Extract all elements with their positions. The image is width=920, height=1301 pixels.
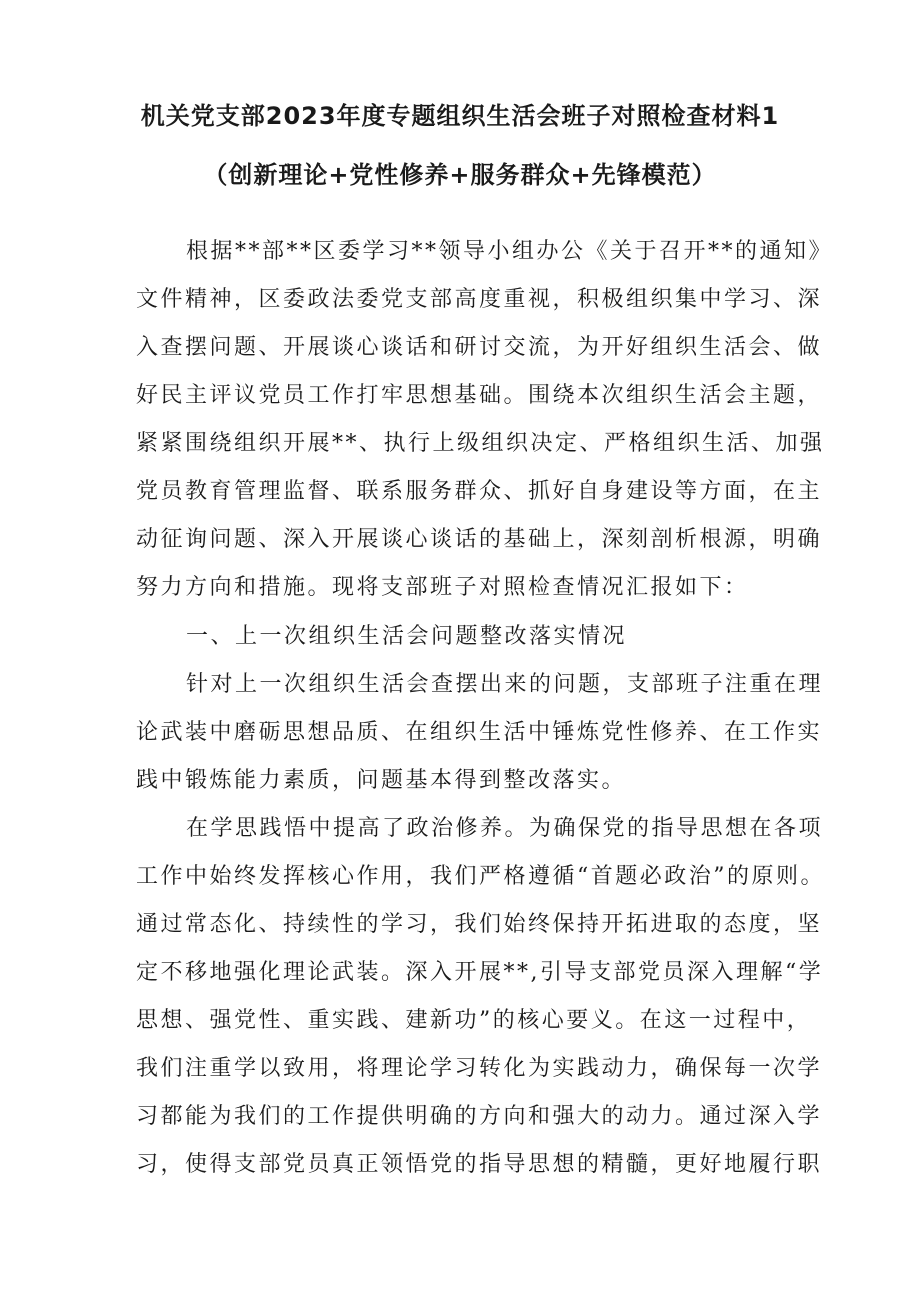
text-line: 根据**部**区委学习**领导小组办公《关于召开**的通知》 [186,239,834,264]
text-line: 习，使得支部党员真正领悟党的指导思想的精髓，更好地履行职 [136,1152,823,1177]
section-heading-text: 一、上一次组织生活会问题整改落实情况 [186,624,628,649]
text-line: 努力方向和措施。现将支部班子对照检查情况汇报如下： [136,575,749,600]
text-line: 我们注重学以致用，将理论学习转化为实践动力，确保每一次学 [136,1056,823,1081]
rectification-paragraph [136,661,824,805]
text-line: 党员教育管理监督、联系服务群众、抓好自身建设等方面，在主 [136,479,823,504]
text-line: 定不移地强化理论武装。深入开展**,引导支部党员深入理解“学 [136,960,824,985]
text-line: 习都能为我们的工作提供明确的方向和强大的动力。通过深入学 [136,1104,823,1129]
document-title: 机关党支部2023年度专题组织生活会班子对照检查材料1 [140,102,780,130]
text-line: 践中锻炼能力素质，问题基本得到整改落实。 [136,768,627,793]
document-subtitle: （创新理论+党性修养+服务群众+先锋模范） [203,161,717,189]
political-cultivation-paragraph [136,805,825,1189]
text-line: 思想、强党性、重实践、建新功”的核心要义。在这一过程中， [136,1008,812,1033]
section-heading [136,613,796,661]
text-line: 文件精神，区委政法委党支部高度重视，积极组织集中学习、深 [136,287,823,312]
text-line: 入查摆问题、开展谈心谈话和研讨交流，为开好组织生活会、做 [136,335,823,360]
text-line: 动征询问题、深入开展谈心谈话的基础上，深刻剖析根源，明确 [136,527,823,552]
text-line: 针对上一次组织生活会查摆出来的问题，支部班子注重在理 [186,672,824,697]
text-line: 好民主评议党员工作打牢思想基础。围绕本次组织生活会主题， [136,383,823,408]
text-line: 在学思践悟中提高了政治修养。为确保党的指导思想在各项 [186,816,824,841]
text-line: 紧紧围绕组织开展**、执行上级组织决定、严格组织生活、加强 [136,431,825,456]
intro-paragraph [136,228,834,612]
text-line: 通过常态化、持续性的学习，我们始终保持开拓进取的态度，坚 [136,912,823,937]
text-line: 工作中始终发挥核心作用，我们严格遵循“首题必政治”的原则。 [136,864,825,889]
text-line: 论武装中磨砺思想品质、在组织生活中锤炼党性修养、在工作实 [136,720,823,745]
